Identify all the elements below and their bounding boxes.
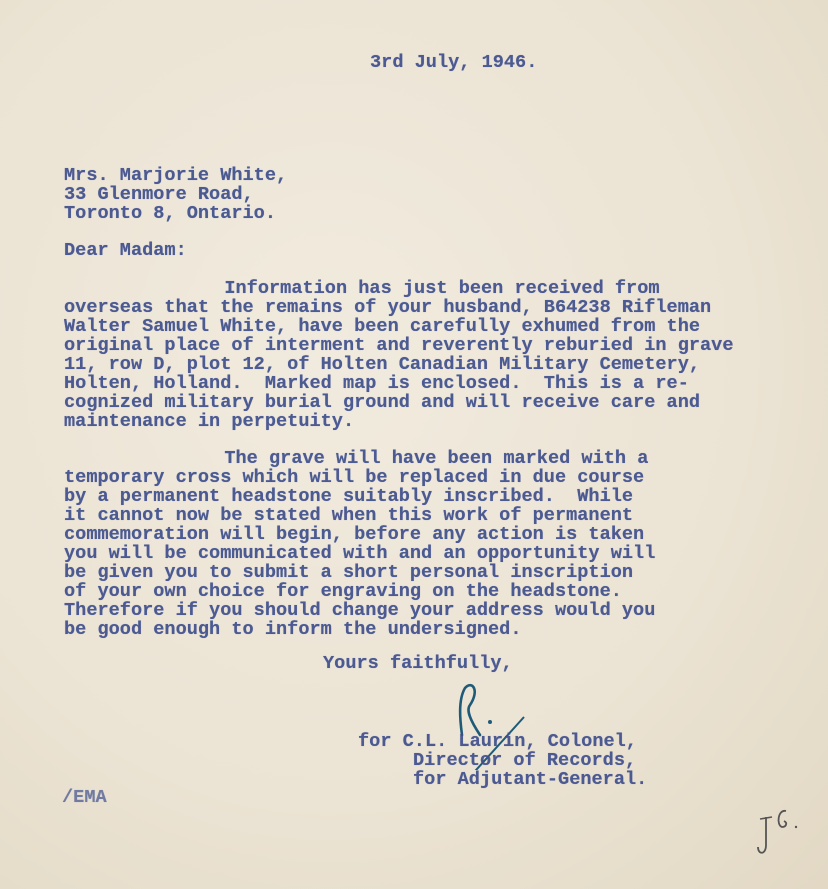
text-line: Information has just been received from xyxy=(57,278,660,299)
text-line: commemoration will begin, before any action is taken xyxy=(64,524,645,545)
text-line: it cannot now be stated when this work of permanent xyxy=(64,505,634,526)
text-line: original place of interment and reverently reburied in grave xyxy=(64,335,734,356)
text-line: Therefore if you should change your address would you xyxy=(64,600,656,621)
reference-initials: /EMA xyxy=(62,787,107,808)
recipient-street: 33 Glenmore Road, xyxy=(64,184,254,205)
text-line: be given you to submit a short personal inscription xyxy=(64,562,634,583)
handwritten-initials xyxy=(752,805,802,860)
text-line: 11, row D, plot 12, of Holten Canadian Military Cemetery, xyxy=(64,354,701,375)
text-line: cognized military burial ground and will receive care and xyxy=(64,392,701,413)
text-line: The grave will have been marked with a xyxy=(57,448,649,469)
signatory-office: for Adjutant-General. xyxy=(413,769,648,790)
text-line: maintenance in perpetuity. xyxy=(64,411,355,432)
letter-date: 3rd July, 1946. xyxy=(370,52,538,73)
text-line: you will be communicated with and an opportunity will xyxy=(64,543,656,564)
text-line: overseas that the remains of your husband, B64238 Rifleman xyxy=(64,297,712,318)
text-line: Holten, Holland. Marked map is enclosed. This is a re- xyxy=(64,373,689,394)
recipient-name: Mrs. Marjorie White, xyxy=(64,165,288,186)
text-line: temporary cross which will be replaced in due course xyxy=(64,467,645,488)
text-line: of your own choice for engraving on the headstone. xyxy=(64,581,622,602)
text-line: be good enough to inform the undersigned. xyxy=(64,619,522,640)
signatory-name: for C.L. Laurin, Colonel, xyxy=(358,731,637,752)
signatory-title: Director of Records, xyxy=(413,750,637,771)
text-line: Walter Samuel White, have been carefully exhumed from the xyxy=(64,316,701,337)
recipient-city: Toronto 8, Ontario. xyxy=(64,203,277,224)
salutation: Dear Madam: xyxy=(64,240,187,261)
text-line: by a permanent headstone suitably inscribed. While xyxy=(64,486,634,507)
closing: Yours faithfully, xyxy=(323,653,513,674)
